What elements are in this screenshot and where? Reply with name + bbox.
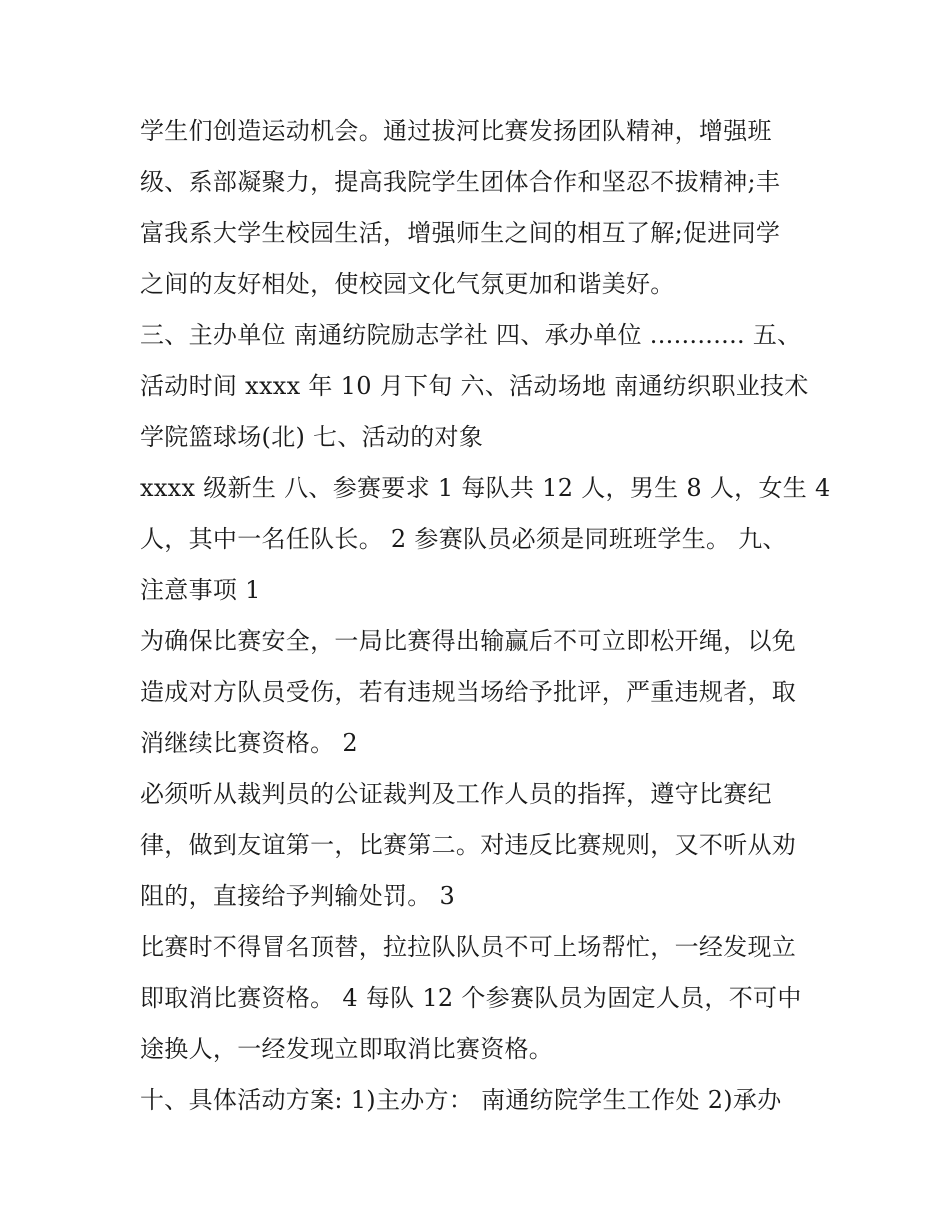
text-line: 即取消比赛资格。 4 每队 12 个参赛队员为固定人员，不可中 [140, 984, 802, 1012]
document-body [140, 106, 831, 1126]
text-line: 三、主办单位 南通纺院励志学社 四、承办单位 ............ 五、 [140, 321, 802, 349]
text-line: 必须听从裁判员的公证裁判及工作人员的指挥，遵守比赛纪 [140, 780, 772, 808]
text-line: 学生们创造运动机会。通过拔河比赛发扬团队精神，增强班 [140, 117, 772, 145]
text-line: 学院篮球场(北) 七、活动的对象 [140, 423, 484, 451]
text-line: 途换人，一经发现立即取消比赛资格。 [140, 1035, 554, 1063]
text-line: 人，其中一名任队长。 2 参赛队员必须是同班班学生。 九、 [140, 525, 787, 553]
text-line: 律，做到友谊第一，比赛第二。对违反比赛规则，又不听从劝 [140, 831, 797, 859]
text-line: 十、具体活动方案: 1)主办方： 南通纺院学生工作处 2)承办 [140, 1086, 782, 1114]
text-line: 之间的友好相处，使校园文化气氛更加和谐美好。 [140, 270, 675, 298]
text-line: 级、系部凝聚力，提高我院学生团体合作和坚忍不拔精神;丰 [140, 168, 781, 196]
text-line: 富我系大学生校园生活，增强师生之间的相互了解;促进同学 [140, 219, 781, 247]
text-line: 造成对方队员受伤，若有违规当场给予批评，严重违规者，取 [140, 678, 797, 706]
text-line: 比赛时不得冒名顶替，拉拉队队员不可上场帮忙，一经发现立 [140, 933, 797, 961]
text-line: 活动时间 xxxx 年 10 月下旬 六、活动场地 南通纺织职业技术 [140, 372, 809, 400]
text-line: 阻的，直接给予判输处罚。 3 [140, 882, 456, 910]
text-line: 为确保比赛安全，一局比赛得出输赢后不可立即松开绳，以免 [140, 627, 797, 655]
text-line: 注意事项 1 [140, 576, 261, 604]
text-line: xxxx 级新生 八、参赛要求 1 每队共 12 人，男生 8 人，女生 4 [140, 474, 831, 502]
text-line: 消继续比赛资格。 2 [140, 729, 358, 757]
